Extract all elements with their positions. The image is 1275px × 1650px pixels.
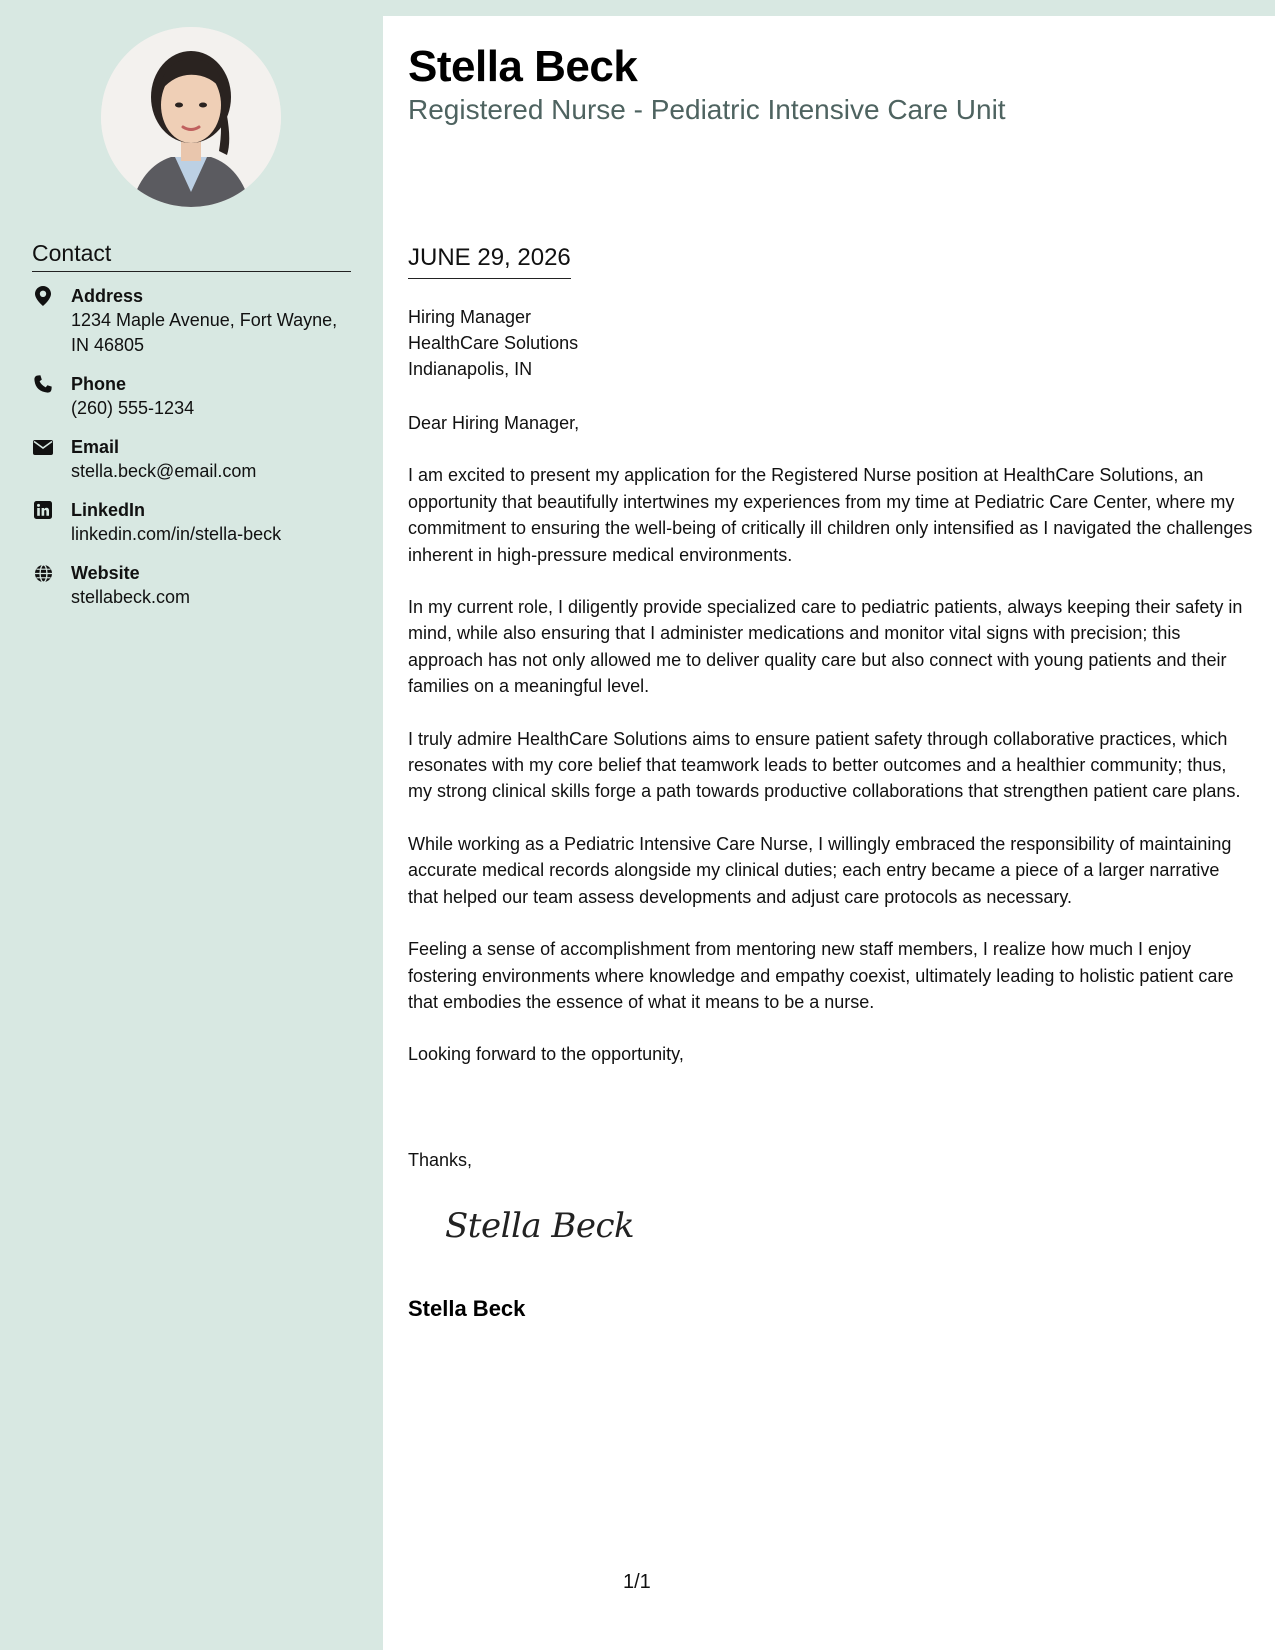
signature: Stella Beck xyxy=(445,1206,635,1246)
letter-date: JUNE 29, 2026 xyxy=(408,244,571,279)
contact-phone xyxy=(32,372,352,421)
signer-name: Stella Beck xyxy=(408,1296,526,1321)
recipient-line: Indianapolis, IN xyxy=(408,359,533,379)
closing: Thanks, xyxy=(408,1150,473,1170)
contact-linkedin xyxy=(32,498,352,547)
recipient-block xyxy=(408,304,578,382)
sidebar xyxy=(0,0,383,1650)
envelope-icon xyxy=(32,436,54,458)
map-pin-icon xyxy=(32,285,54,307)
letter-paragraph: Looking forward to the opportunity, xyxy=(408,1044,684,1065)
contact-value: (260) 555-1234 xyxy=(71,398,195,418)
contact-label: Email xyxy=(71,437,120,457)
applicant-name: Stella Beck xyxy=(408,42,638,91)
phone-icon xyxy=(32,373,54,395)
globe-icon xyxy=(32,562,54,584)
letter-paragraph: I am excited to present my application for the Registered Nurse position at HealthCare Solutions, an opportunity that beautifully intertwines my experiences from my time at Pediatric Care Center, where my commitment to ensuring the well-being of critically ill children only intensified as I navigated the challenges inherent in high-pressure medical environments. xyxy=(408,465,1253,565)
contact-label: Website xyxy=(71,563,140,583)
page-number: 1/1 xyxy=(623,1571,651,1593)
contact-label: Address xyxy=(71,286,144,306)
contact-label: LinkedIn xyxy=(71,500,146,520)
letter-paragraph: I truly admire HealthCare Solutions aims to ensure patient safety through collaborative practices, which resonates with my core belief that teamwork leads to better outcomes and a healthier community; thus, my strong clinical skills forge a path towards productive collaborations that strengthen patient care plans. xyxy=(408,728,1241,802)
recipient-line: HealthCare Solutions xyxy=(408,333,579,353)
contact-label: Phone xyxy=(71,374,127,394)
profile-photo xyxy=(101,27,281,207)
letter-paragraph: Feeling a sense of accomplishment from mentoring new staff members, I realize how much I enjoy fostering environments where knowledge and empathy coexist, ultimately leading to holistic patient care that embodies the essence of what it means to be a nurse. xyxy=(408,939,1234,1012)
contact-heading: Contact xyxy=(32,240,351,272)
contact-value: stella.beck@email.com xyxy=(71,461,257,481)
letter-panel xyxy=(383,16,1275,1650)
letter-paragraph: While working as a Pediatric Intensive Care Nurse, I willingly embraced the responsibility of maintaining accurate medical records alongside my clinical duties; each entry became a piece of a larger narrative that helped our team assess developments and adjust care protocols as necessary. xyxy=(408,833,1232,907)
contact-address xyxy=(32,284,352,358)
recipient-line: Hiring Manager xyxy=(408,307,532,327)
contact-website xyxy=(32,561,352,610)
contact-value: 1234 Maple Avenue, Fort Wayne, IN 46805 xyxy=(71,310,338,355)
contact-email xyxy=(32,435,352,484)
contact-value[interactable]: linkedin.com/in/stella-beck xyxy=(71,524,282,544)
letter-paragraph: In my current role, I diligently provide specialized care to pediatric patients, always keeping their safety in mind, while also ensuring that I administer medications and monitor vital signs with precision; this approach has not only allowed me to deliver quality care but also connect with young patients and their families on a meaningful level. xyxy=(408,597,1243,697)
linkedin-icon xyxy=(32,499,54,521)
letter-body xyxy=(408,410,1253,1094)
contact-value[interactable]: stellabeck.com xyxy=(71,587,191,607)
job-title: Registered Nurse - Pediatric Intensive Care Unit xyxy=(408,94,1006,125)
greeting: Dear Hiring Manager, xyxy=(408,413,580,433)
